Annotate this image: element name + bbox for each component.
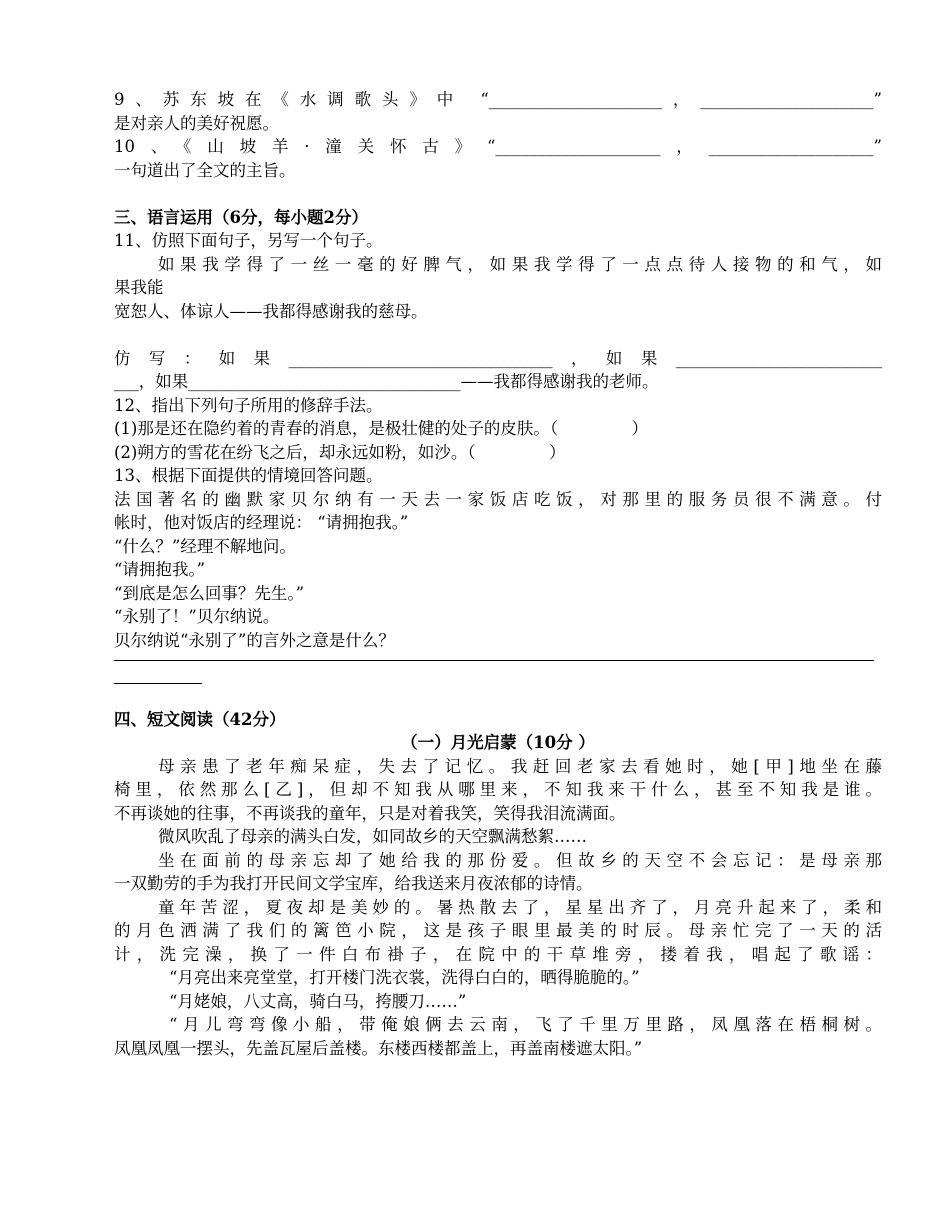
passage-p4-line2: 的月色洒满了我们的篱笆小院，这是孩子眼里最美的时辰。母亲忙完了一天的活 xyxy=(114,921,882,940)
q10-line2: 一句道出了全文的主旨。 xyxy=(114,160,296,180)
q13-dialog2: “请拥抱我。” xyxy=(114,560,206,579)
spacer xyxy=(114,182,882,206)
q10-line1: 10、《山坡羊·潼关怀古》“____________________，____________________” xyxy=(114,137,882,156)
q9-line2: 是对亲人的美好祝愿。 xyxy=(114,113,279,133)
q11-write-line2[interactable]: ___，如果_________________________________——我都得感谢我的老师。 xyxy=(114,372,659,391)
spacer xyxy=(114,684,882,708)
passage-song1: “月亮出来亮堂堂，打开楼门洗衣裳，洗得白白的，晒得脆脆的。” xyxy=(169,968,640,987)
passage-song3-line1: “月儿弯弯像小船，带俺娘俩去云南，飞了千里万里路，凤凰落在梧桐树。 xyxy=(169,1015,882,1034)
q11-example-line2: 果我能 xyxy=(114,278,164,297)
q11-example-line3: 宽恕人、体谅人——我都得感谢我的慈母。 xyxy=(114,301,428,321)
q13-story-line2: 帐时，他对饭店的经理说： “请拥抱我。” xyxy=(114,513,409,532)
passage-p3-line2: 一双勤劳的手为我打开民间文学宝库，给我送来月夜浓郁的诗情。 xyxy=(114,874,593,893)
passage-p4-line1: 童年苦涩，夏夜却是美妙的。暑热散去了，星星出齐了，月亮升起来了，柔和 xyxy=(158,897,882,917)
q13-story-line1: 法国著名的幽默家贝尔纳有一天去一家饭店吃饭，对那里的服务员很不满意。付 xyxy=(114,489,882,509)
passage-title: （一）月光启蒙（10分 ） xyxy=(401,733,595,752)
passage-p3-line1: 坐在面前的母亲忘却了她给我的那份爱。但故乡的天空不会忘记：是母亲那 xyxy=(158,850,882,870)
passage-p1-line1: 母亲患了老年痴呆症，失去了记忆。我赶回老家去看她时，她[甲]地坐在藤 xyxy=(158,756,882,776)
exam-page xyxy=(114,88,882,1060)
passage-song2: “月姥娘，八丈高，骑白马，挎腰刀……” xyxy=(169,991,467,1011)
answer-line[interactable] xyxy=(114,660,874,661)
q13-question: 贝尔纳说“永别了”的言外之意是什么？ xyxy=(114,630,395,650)
q13-dialog1: “什么？”经理不解地问。 xyxy=(114,536,296,556)
q9-line1: 9、苏东坡在《水调歌头》中 “_____________________，_____________________” xyxy=(114,90,882,109)
q13-dialog3: “到底是怎么回事？先生。” xyxy=(114,583,305,603)
q11-example-line1: 如果我学得了一丝一毫的好脾气，如果我学得了一点点待人接物的和气，如 xyxy=(158,254,882,274)
q13-prompt: 13、根据下面提供的情境回答问题。 xyxy=(114,466,383,485)
spacer xyxy=(114,323,882,347)
q12-item2[interactable]: (2)朔方的雪花在纷飞之后，却永远如粉，如沙。（ ） xyxy=(114,442,566,462)
passage-song3-line2: 凤凰凤凰一摆头，先盖瓦屋后盖楼。东楼西楼都盖上，再盖南楼遮太阳。” xyxy=(114,1038,643,1058)
q11-write-line1[interactable]: 仿写：如果________________________________，如果_________________________ xyxy=(114,348,882,368)
q11-prompt: 11、仿照下面句子，另写一个句子。 xyxy=(114,231,383,250)
passage-p1-line3: 不再谈她的往事，不再谈我的童年，只是对着我笑，笑得我泪流满面。 xyxy=(114,803,626,823)
q12-item1[interactable]: (1)那是还在隐约着的青春的消息，是极壮健的处子的皮肤。（ ） xyxy=(114,419,649,438)
q12-prompt: 12、指出下列句子所用的修辞手法。 xyxy=(114,395,383,415)
passage-p2-line1: 微风吹乱了母亲的满头白发，如同故乡的天空飘满愁絮…… xyxy=(158,827,587,846)
passage-p4-line3: 计，洗完澡，换了一件白布褂子，在院中的干草堆旁，搂着我，唱起了歌谣： xyxy=(114,944,882,964)
passage-p1-line2: 椅里，依然那么[乙]，但却不知我从哪里来，不知我来干什么，甚至不知我是谁。 xyxy=(114,780,882,799)
q13-dialog4: “永别了！”贝尔纳说。 xyxy=(114,607,280,626)
section3-heading: 三、语言运用（6分，每小题2分） xyxy=(114,207,368,227)
section4-heading: 四、短文阅读（42分） xyxy=(114,709,286,729)
